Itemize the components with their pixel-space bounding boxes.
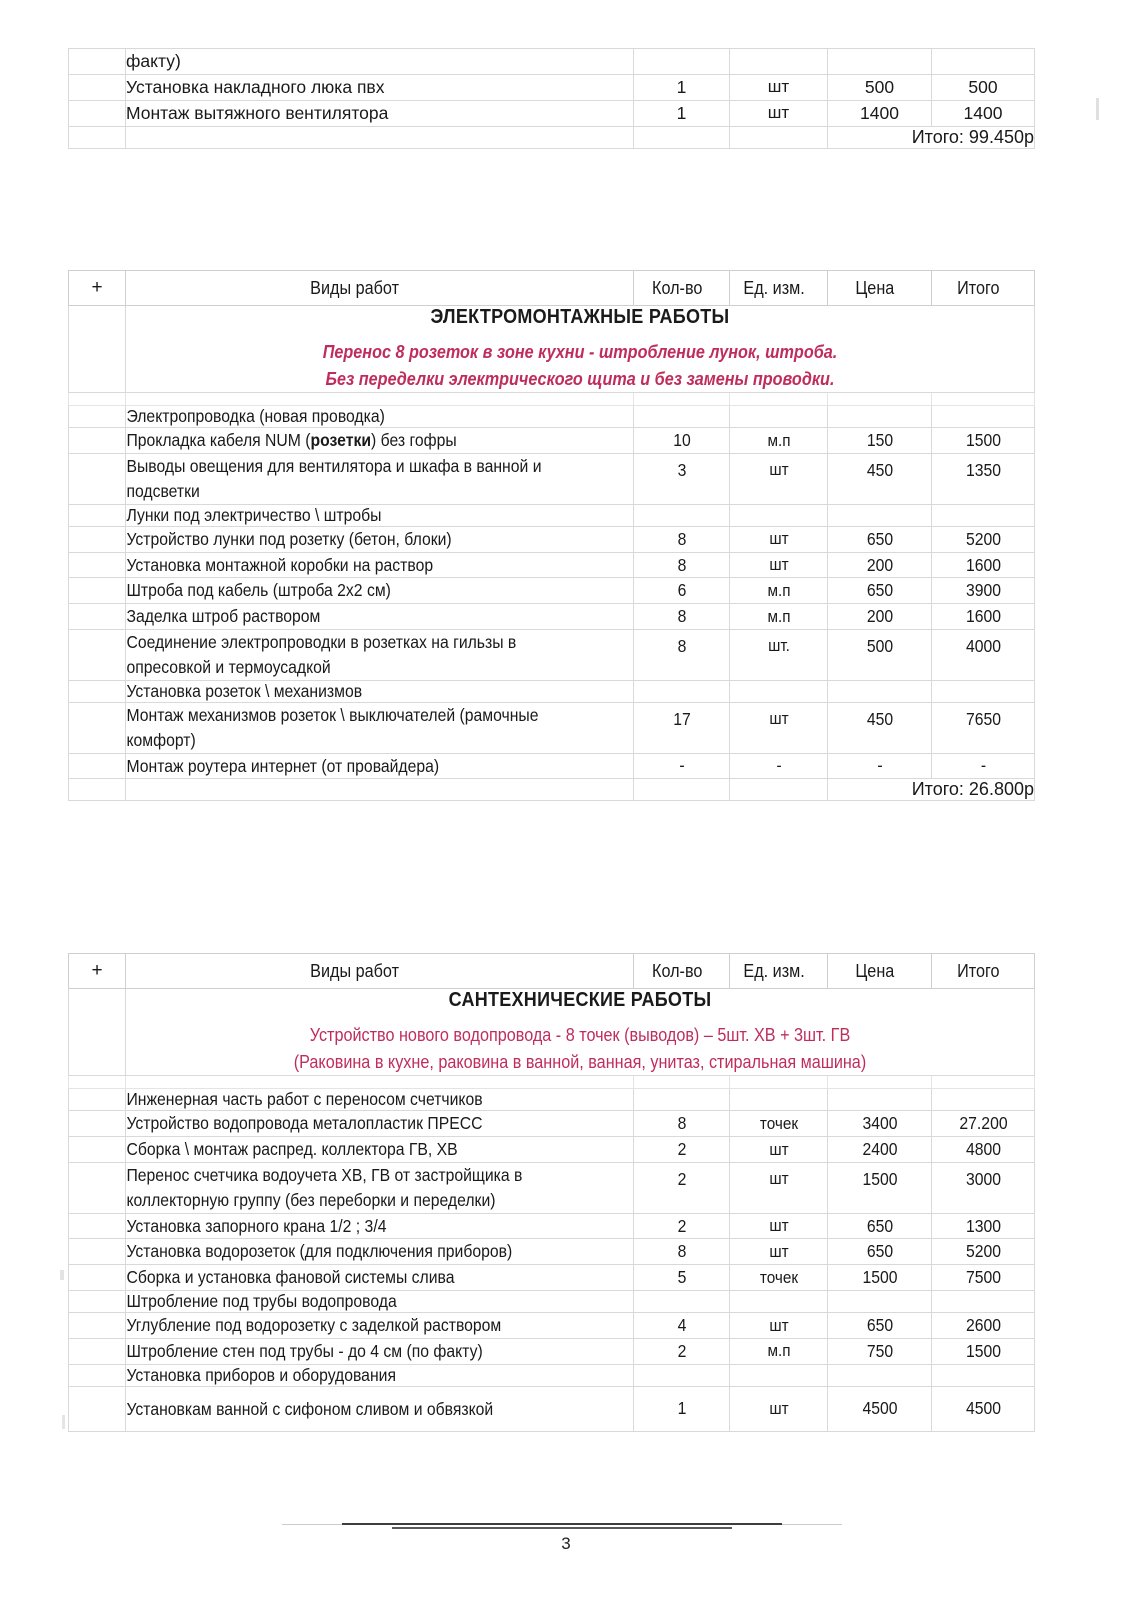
row-price: 200: [833, 552, 927, 578]
row-price: [833, 1291, 927, 1313]
row-total: 27.200: [937, 1111, 1030, 1137]
row-unit: [734, 1364, 822, 1386]
row-price: 450: [833, 454, 927, 505]
row-name: Прокладка кабеля NUM (розетки) без гофры: [126, 428, 583, 454]
row-qty: [638, 1291, 724, 1313]
section-subtitle: [171, 339, 988, 392]
column-header-qty: Кол-во: [634, 271, 720, 306]
row-total: 1300: [937, 1213, 1030, 1239]
row-price: 1400: [828, 100, 932, 126]
row-price: 1500: [833, 1162, 927, 1213]
row-name: Сборка и установка фановой системы слива: [126, 1265, 583, 1291]
row-price: 650: [833, 526, 927, 552]
row-qty: 8: [638, 630, 724, 681]
row-qty: 3: [638, 454, 724, 505]
row-unit: шт.: [734, 630, 822, 681]
table-row: [69, 1137, 1035, 1163]
spacer-total: [932, 1076, 1035, 1089]
row-qty: [634, 49, 730, 75]
row-plus-cell[interactable]: [69, 1313, 126, 1339]
total-text: [912, 127, 1034, 147]
row-total: 3900: [937, 578, 1030, 604]
row-total: [937, 1291, 1030, 1313]
group-header-row: [69, 1291, 1035, 1313]
row-plus-cell[interactable]: [69, 1239, 126, 1265]
row-price: 200: [833, 604, 927, 630]
row-name: Заделка штроб раствором: [126, 604, 583, 630]
table-spacer-row: [69, 1076, 1035, 1089]
table-spacer-row: [69, 393, 1035, 406]
row-plus-cell[interactable]: [69, 1213, 126, 1239]
row-plus-cell[interactable]: [69, 526, 126, 552]
row-name: Выводы овещения для вентилятора и шкафа в ванной и подсветки: [126, 454, 583, 505]
row-unit: точек: [734, 1265, 822, 1291]
group-title: Установка розеток \ механизмов: [126, 680, 583, 702]
row-plus-cell[interactable]: [69, 630, 126, 681]
row-name: Установка накладного люка пвх: [126, 74, 634, 100]
row-qty: [638, 680, 724, 702]
row-price: [833, 504, 927, 526]
row-plus-cell[interactable]: [69, 680, 126, 702]
table-row: [69, 74, 1035, 100]
row-price: 650: [833, 1239, 927, 1265]
table-row: [69, 1213, 1035, 1239]
table-row: [69, 100, 1035, 126]
row-name: Углубление под водорозетку с заделкой раствором: [126, 1313, 583, 1339]
column-header-name: Виды работ: [126, 271, 583, 306]
row-plus-cell[interactable]: [69, 753, 126, 779]
table-header-row: [69, 271, 1035, 306]
section-banner: [126, 306, 1035, 393]
row-unit: шт: [734, 1213, 822, 1239]
column-header-unit: Ед. изм.: [730, 954, 818, 989]
row-unit: шт: [734, 1313, 822, 1339]
table-body: [69, 954, 1035, 1432]
row-plus-cell[interactable]: [69, 1291, 126, 1313]
row-name: Штроба под кабель (штроба 2х2 см): [126, 578, 583, 604]
section-subtitle-line-1: Устройство нового водопровода - 8 точек (выводов) – 5шт. ХВ + 3шт. ГВ: [309, 1025, 851, 1045]
row-plus-cell[interactable]: [69, 504, 126, 526]
row-total: [937, 680, 1030, 702]
row-qty: 8: [638, 526, 724, 552]
row-total: 1400: [932, 100, 1035, 126]
row-qty: 17: [638, 702, 724, 753]
table-body: [69, 49, 1035, 149]
spacer-total: [932, 393, 1035, 406]
column-header-price: Цена: [828, 271, 922, 306]
row-price: 650: [833, 578, 927, 604]
row-plus-cell[interactable]: [69, 702, 126, 753]
row-total: 1600: [937, 604, 1030, 630]
section-banner-row: [69, 989, 1035, 1076]
row-price: [833, 680, 927, 702]
row-total: [937, 406, 1030, 428]
row-plus-cell[interactable]: [69, 428, 126, 454]
row-plus-cell[interactable]: [69, 49, 126, 75]
footer-divider-second: [392, 1527, 732, 1529]
banner-plus-cell: [69, 306, 126, 393]
row-plus-cell[interactable]: [69, 1386, 126, 1431]
row-total: [932, 49, 1035, 75]
row-name: Штробление стен под трубы - до 4 см (по факту): [126, 1339, 583, 1365]
row-unit: м.п: [734, 578, 822, 604]
row-total: 7650: [937, 702, 1030, 753]
row-plus-cell[interactable]: [69, 552, 126, 578]
add-row-button[interactable]: +: [69, 271, 126, 306]
row-plus-cell[interactable]: [69, 1111, 126, 1137]
row-unit: м.п: [734, 604, 822, 630]
row-qty: 1: [634, 74, 730, 100]
row-total: -: [937, 753, 1030, 779]
table-row: [69, 49, 1035, 75]
scan-artifact: [62, 1415, 65, 1429]
row-name: Монтаж вытяжного вентилятора: [126, 100, 634, 126]
add-row-button[interactable]: +: [69, 954, 126, 989]
table-total: [828, 779, 1035, 801]
table-body: [69, 271, 1035, 801]
row-qty: 10: [638, 428, 724, 454]
row-price: 750: [833, 1339, 927, 1365]
estimate-table-plumbing: [68, 953, 1035, 1432]
spacer-name: [126, 393, 634, 406]
row-unit: шт: [734, 552, 822, 578]
total-blank-unit: [730, 126, 828, 148]
row-qty: 2: [638, 1162, 724, 1213]
total-label: Итого:: [911, 779, 964, 800]
column-header-name: Виды работ: [126, 954, 583, 989]
row-price: [833, 1089, 927, 1111]
row-qty: [638, 406, 724, 428]
row-total: [937, 1089, 1030, 1111]
row-price: 650: [833, 1313, 927, 1339]
table-row: [69, 1313, 1035, 1339]
row-price: [833, 1364, 927, 1386]
row-qty: [638, 1089, 724, 1111]
row-price: 500: [833, 630, 927, 681]
row-total: 7500: [937, 1265, 1030, 1291]
scan-artifact: [60, 1270, 64, 1280]
group-title: Штробление под трубы водопровода: [126, 1291, 583, 1313]
table-row: [69, 753, 1035, 779]
row-price: 3400: [833, 1111, 927, 1137]
row-price: -: [833, 753, 927, 779]
section-banner: [126, 989, 1035, 1076]
row-unit: м.п: [734, 428, 822, 454]
row-price: 1500: [833, 1265, 927, 1291]
spacer-unit: [730, 1076, 828, 1089]
row-unit: -: [734, 753, 822, 779]
section-subtitle-line-2: Без переделки электрического щита и без замены проводки.: [325, 368, 835, 389]
row-qty: 5: [638, 1265, 724, 1291]
row-qty: 2: [638, 1339, 724, 1365]
total-label: Итого:: [911, 126, 964, 147]
section-subtitle-line-2: (Раковина в кухне, раковина в ванной, ванная, унитаз, стиральная машина): [293, 1051, 867, 1072]
table-row: [69, 630, 1035, 681]
row-unit: [734, 1291, 822, 1313]
row-unit: точек: [734, 1111, 822, 1137]
table-header-row: [69, 954, 1035, 989]
group-header-row: [69, 504, 1035, 526]
row-qty: 6: [638, 578, 724, 604]
table-row: [69, 1265, 1035, 1291]
row-unit: шт: [730, 100, 828, 126]
row-qty: -: [638, 753, 724, 779]
table-row: [69, 1111, 1035, 1137]
row-plus-cell[interactable]: [69, 100, 126, 126]
group-title: Инженерная часть работ с переносом счетчиков: [126, 1089, 583, 1111]
row-plus-cell[interactable]: [69, 1339, 126, 1365]
spacer-unit: [730, 393, 828, 406]
row-plus-cell[interactable]: [69, 454, 126, 505]
section-title: САНТЕХНИЧЕСКИЕ РАБОТЫ: [448, 989, 712, 1011]
total-text: [912, 779, 1034, 799]
row-total: 4800: [937, 1137, 1030, 1163]
table-row: [69, 1386, 1035, 1431]
row-total: 4500: [937, 1386, 1030, 1431]
spacer-plus: [69, 393, 126, 406]
table-row: [69, 526, 1035, 552]
row-name: Перенос счетчика водоучета ХВ, ГВ от застройщика в коллекторную группу (без переборки и переделки): [126, 1162, 583, 1213]
row-name: Устройство водопровода металопластик ПРЕСС: [126, 1111, 583, 1137]
row-plus-cell[interactable]: [69, 1162, 126, 1213]
column-header-total: Итого: [932, 954, 1025, 989]
row-unit: шт: [734, 702, 822, 753]
row-total: 1600: [937, 552, 1030, 578]
total-value: 26.800р: [968, 779, 1034, 800]
scan-artifact: [1096, 98, 1099, 120]
row-total: 4000: [937, 630, 1030, 681]
footer-divider: [282, 1523, 842, 1529]
row-qty: 8: [638, 1111, 724, 1137]
row-name: Установка запорного крана 1/2 ; 3/4: [126, 1213, 583, 1239]
table-total: [828, 126, 1035, 148]
row-total: 5200: [937, 526, 1030, 552]
spacer-price: [828, 1076, 932, 1089]
row-total: [937, 1364, 1030, 1386]
table-row: [69, 428, 1035, 454]
total-blank-unit: [730, 779, 828, 801]
group-header-row: [69, 1089, 1035, 1111]
row-unit: шт: [734, 1162, 822, 1213]
row-unit: шт: [734, 1239, 822, 1265]
row-name: Монтаж механизмов розеток \ выключателей (рамочные комфорт): [126, 702, 583, 753]
group-title: Лунки под электричество \ штробы: [126, 504, 583, 526]
row-price: 150: [833, 428, 927, 454]
row-plus-cell[interactable]: [69, 578, 126, 604]
row-unit: шт: [734, 454, 822, 505]
row-plus-cell[interactable]: [69, 604, 126, 630]
table-row: [69, 604, 1035, 630]
estimate-table-finishing-continued: [68, 48, 1035, 149]
total-blank-qty: [634, 779, 730, 801]
total-plus-cell: [69, 779, 126, 801]
spacer-price: [828, 393, 932, 406]
row-qty: 8: [638, 604, 724, 630]
row-name: Устройство лунки под розетку (бетон, блоки): [126, 526, 583, 552]
row-name: факту): [126, 49, 634, 75]
row-total: 1500: [937, 1339, 1030, 1365]
row-plus-cell[interactable]: [69, 1137, 126, 1163]
row-total: [937, 504, 1030, 526]
group-title: Установка приборов и оборудования: [126, 1364, 583, 1386]
row-qty: 2: [638, 1213, 724, 1239]
section-subtitle: [171, 1022, 988, 1075]
column-header-total: Итого: [932, 271, 1025, 306]
row-total: 1350: [937, 454, 1030, 505]
row-price: [828, 49, 932, 75]
total-blank-name: [126, 126, 634, 148]
row-unit: [734, 1089, 822, 1111]
row-qty: 8: [638, 552, 724, 578]
row-price: 450: [833, 702, 927, 753]
row-unit: шт: [734, 1137, 822, 1163]
row-unit: [730, 49, 828, 75]
total-plus-cell: [69, 126, 126, 148]
row-plus-cell[interactable]: [69, 406, 126, 428]
spacer-qty: [634, 393, 730, 406]
total-blank-name: [126, 779, 634, 801]
table-total-row: [69, 779, 1035, 801]
row-qty: 2: [638, 1137, 724, 1163]
column-header-qty: Кол-во: [634, 954, 720, 989]
total-blank-qty: [634, 126, 730, 148]
row-price: 500: [828, 74, 932, 100]
table-row: [69, 578, 1035, 604]
section-title: ЭЛЕКТРОМОНТАЖНЫЕ РАБОТЫ: [430, 306, 730, 328]
spacer-qty: [634, 1076, 730, 1089]
row-price: [833, 406, 927, 428]
row-qty: 8: [638, 1239, 724, 1265]
row-qty: 1: [634, 100, 730, 126]
row-name: Монтаж роутера интернет (от провайдера): [126, 753, 583, 779]
section-subtitle-line-1: Перенос 8 розеток в зоне кухни - штробление лунок, штроба.: [322, 342, 838, 362]
footer-divider-dark: [342, 1523, 782, 1525]
row-qty: [638, 1364, 724, 1386]
row-name: Установкам ванной с сифоном сливом и обвязкой: [126, 1386, 583, 1431]
table-row: [69, 454, 1035, 505]
row-plus-cell[interactable]: [69, 74, 126, 100]
banner-plus-cell: [69, 989, 126, 1076]
row-total: 3000: [937, 1162, 1030, 1213]
row-unit: шт: [734, 526, 822, 552]
column-header-unit: Ед. изм.: [730, 271, 818, 306]
group-header-row: [69, 680, 1035, 702]
row-price: 4500: [833, 1386, 927, 1431]
page-number: 3: [561, 1534, 571, 1553]
row-unit: шт: [734, 1386, 822, 1431]
spacer-plus: [69, 1076, 126, 1089]
row-total: 5200: [937, 1239, 1030, 1265]
row-unit: [734, 406, 822, 428]
row-qty: [638, 504, 724, 526]
table-row: [69, 1239, 1035, 1265]
row-total: 500: [932, 74, 1035, 100]
row-unit: [734, 680, 822, 702]
section-banner-row: [69, 306, 1035, 393]
row-unit: [734, 504, 822, 526]
spacer-name: [126, 1076, 634, 1089]
table-row: [69, 1339, 1035, 1365]
group-title: Электропроводка (новая проводка): [126, 406, 583, 428]
row-name: Установка монтажной коробки на раствор: [126, 552, 583, 578]
table-total-row: [69, 126, 1035, 148]
row-plus-cell[interactable]: [69, 1364, 126, 1386]
row-plus-cell[interactable]: [69, 1265, 126, 1291]
row-total: 2600: [937, 1313, 1030, 1339]
table-row: [69, 1162, 1035, 1213]
row-plus-cell[interactable]: [69, 1089, 126, 1111]
row-total: 1500: [937, 428, 1030, 454]
row-unit: шт: [730, 74, 828, 100]
row-qty: 1: [638, 1386, 724, 1431]
total-value: 99.450р: [968, 126, 1034, 147]
column-header-price: Цена: [828, 954, 922, 989]
row-unit: м.п: [734, 1339, 822, 1365]
group-header-row: [69, 406, 1035, 428]
table-row: [69, 552, 1035, 578]
row-price: 650: [833, 1213, 927, 1239]
row-name: Установка водорозеток (для подключения приборов): [126, 1239, 583, 1265]
estimate-table-electrical: [68, 270, 1035, 801]
table-row: [69, 702, 1035, 753]
row-price: 2400: [833, 1137, 927, 1163]
group-header-row: [69, 1364, 1035, 1386]
row-qty: 4: [638, 1313, 724, 1339]
row-name: Соединение электропроводки в розетках на гильзы в опресовкой и термоусадкой: [126, 630, 583, 681]
row-name: Сборка \ монтаж распред. коллектора ГВ, ХВ: [126, 1137, 583, 1163]
